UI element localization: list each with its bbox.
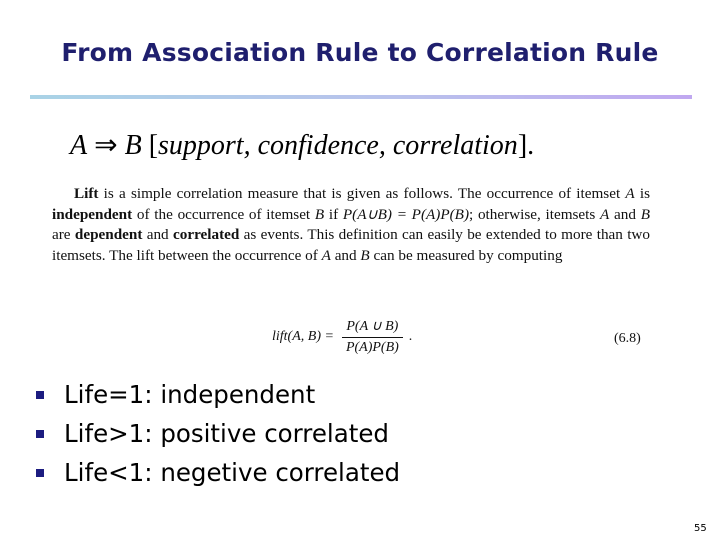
text-run: and — [330, 246, 361, 264]
bullet-text: Life=1: independent — [64, 380, 316, 409]
text-run: can be measured by computing — [369, 246, 563, 264]
text-run: and — [142, 226, 173, 243]
bullet-text: Life<1: negetive correlated — [64, 458, 401, 487]
bullet-item — [36, 375, 400, 414]
text-run: is — [634, 185, 650, 202]
text-run: ; otherwise, itemsets — [469, 205, 601, 223]
equation-lhs: lift(A, B) = — [272, 329, 334, 344]
text-run: as events. This definition can easily be extended to more than two itemsets. The lift between the occurrence of — [52, 226, 650, 264]
slide-title: From Association Rule to Correlation Rule — [61, 38, 659, 67]
formula-rhs: B — [124, 130, 142, 161]
italic-symbol: B — [640, 205, 650, 223]
textbook-excerpt — [52, 184, 650, 266]
bold-term: correlated — [173, 226, 240, 243]
italic-symbol: A — [625, 185, 635, 202]
equation-number: (6.8) — [614, 331, 641, 346]
italic-symbol: A — [600, 205, 610, 223]
bullet-item — [36, 453, 400, 492]
bullet-text: Life>1: positive correlated — [64, 419, 389, 448]
bullet-item — [36, 414, 400, 453]
text-run: is a simple correlation measure that is given as follows. The occurrence of itemset — [98, 185, 626, 202]
text-run: of the occurrence of itemset — [132, 205, 315, 223]
equation-numerator: P(A ∪ B) — [346, 319, 399, 334]
implies-arrow: ⇒ — [94, 130, 118, 161]
rule-formula — [70, 128, 534, 162]
italic-symbol: B — [314, 205, 325, 223]
bold-term: dependent — [74, 226, 143, 243]
equation-denominator: P(A)P(B) — [342, 337, 403, 356]
bullet-list — [36, 375, 400, 492]
square-bullet-icon — [36, 391, 44, 399]
italic-symbol: A — [321, 246, 331, 264]
text-run: are — [52, 226, 75, 243]
formula-bracket: [support, confidence, correlation]. — [148, 130, 535, 161]
square-bullet-icon — [36, 469, 44, 477]
italic-symbol: B — [360, 246, 370, 264]
equation-period: . — [408, 329, 413, 344]
lift-equation — [272, 318, 412, 356]
text-run: and — [609, 205, 641, 223]
formula-lhs: A — [70, 130, 88, 161]
bold-term: independent — [52, 205, 133, 223]
square-bullet-icon — [36, 430, 44, 438]
bold-term: Lift — [74, 185, 99, 202]
italic-symbol: P(A∪B) = P(A)P(B) — [342, 205, 470, 223]
formula-measures: support, confidence, correlation — [158, 130, 518, 161]
text-run: if — [324, 205, 343, 223]
page-number: 55 — [694, 523, 707, 534]
equation-fraction — [342, 318, 403, 356]
title-underline — [30, 95, 692, 99]
